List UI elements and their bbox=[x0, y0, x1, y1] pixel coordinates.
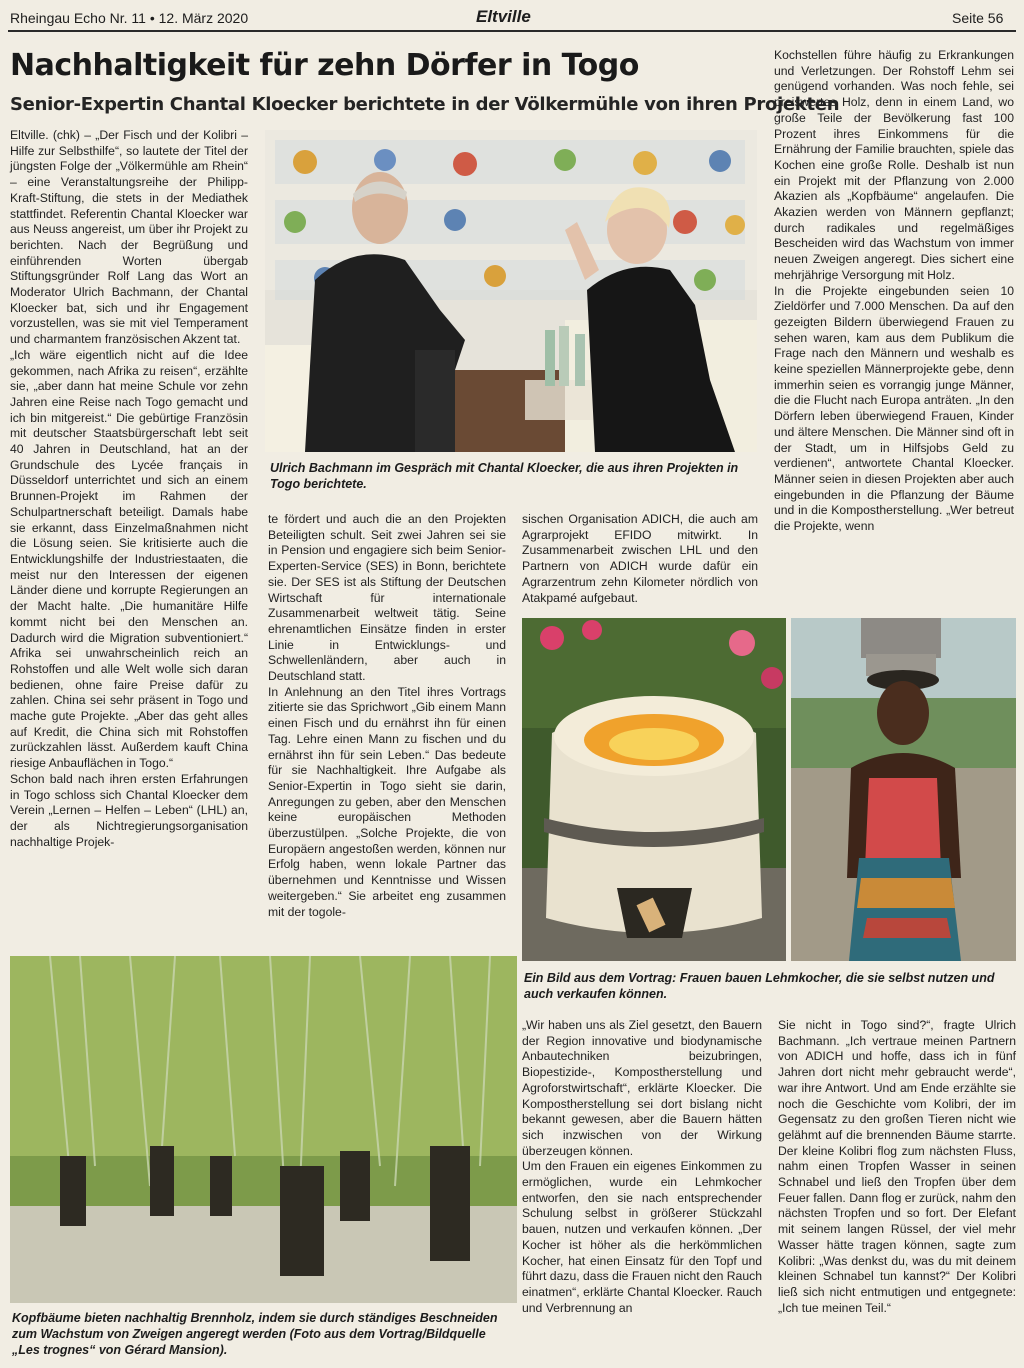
article-column-1 bbox=[10, 128, 248, 850]
publication-info: Rheingau Echo Nr. 11 • 12. März 2020 bbox=[10, 10, 249, 26]
header-rule bbox=[8, 30, 1016, 32]
clay-stove-photo bbox=[522, 618, 786, 961]
paragraph: „Wir haben uns als Ziel gesetzt, den Bauern der Region innovative und biodynamische Anbautechniken beizubringen, Biopestizide-, Kompostherstellung und Agroforstwirtschaft“, erklärte Kloecker. Die Kompostherstellung sei dort bislang nicht bekannt gewesen, aber die Bauern hätten sich inzwischen von der Wirkung überzeugen können. bbox=[522, 1018, 762, 1158]
page-number: Seite 56 bbox=[952, 10, 1004, 26]
paragraph: In Anlehnung an den Titel ihres Vortrags zitierte sie das Sprichwort „Gib einem Mann einen Fisch und du ernährst ihn für einen Tag. Lehre einen Mann zu fischen und du ernährst ihn für sein Leben.“ Das bedeute für sie Nachhaltigkeit. Ihre Aufgabe als Senior-Expertin in Togo sieht sie darin, Anregungen zu geben, aber den Menschen keine europäischen Methoden überzustülpen. „Solche Projekte, die von Europäern angestoßen werden, können nur Erfolg haben, wenn lokale Partner das übernehmen und Kenntnisse und Wissen weitergeben.“ Sie arbeitet eng zusammen mit der togole- bbox=[268, 684, 506, 919]
article-column-5 bbox=[522, 1018, 762, 1316]
paragraph: Schon bald nach ihren ersten Erfahrungen in Togo schloss sich Chantal Kloecker dem Verein „Lernen – Helfen – Leben“ (LHL) an, der als Nichtregierungsorganisation nachhaltige Projek- bbox=[10, 771, 248, 849]
paragraph: sischen Organisation ADICH, die auch am Agrarprojekt EFIDO mitwirkt. In Zusammenarbeit zwischen LHL und den Partnern von ADICH wurde dafür ein Agrarzentrum zehn Kilometer nördlich von Atakpamé aufgebaut. bbox=[522, 512, 758, 605]
paragraph: In die Projekte eingebunden seien 10 Zieldörfer und 7.000 Menschen. Da auf den gezeigten Bildern überwiegend Frauen zu sehen waren, kam aus dem Publikum die Frage nach den Männern und weshalb es keine speziellen Männerprojekte gebe, denn immerhin seien es vorrangig junge Männer, die die Flucht nach Europa anträten. „In den Dörfern leben überwiegend Frauen, Kinder und ältere Menschen. Die Männer sind oft in der Stadt, um in Hilfsjobs Geld zu verdienen“, antwortete Chantal Kloecker. Männer seien in diesen Projekten aber auch eingebunden in die Pflanzung der Bäume und in die Kompostherstellung. „Wer betreut die Projekte, wenn bbox=[774, 283, 1014, 534]
interview-photo bbox=[265, 130, 757, 452]
article-column-3 bbox=[522, 512, 758, 606]
pollard-trees-photo bbox=[10, 956, 517, 1303]
article-title: Nachhaltigkeit für zehn Dörfer in Togo bbox=[10, 48, 639, 83]
paragraph: „Ich wäre eigentlich nicht auf die Idee gekommen, nach Afrika zu reisen“, erzählte sie, „aber dann hat meine Schule vor zehn Jahren eine Reise nach Togo gemacht und ich bin mitgereist.“ Die gebürtige Französin mit deutscher Staatsbürgerschaft lebt seit 40 Jahren in Deutschland, hat an der Grundschule des Lycée français in Düsseldorf unterrichtet und sich an einem Brunnen-Projekt im Rahmen der Schulpartnerschaft beteiligt. Damals habe sie erkannt, dass Einzelmaßnahmen nicht die Lösung seien. Sie kritisierte auch die Entwicklungshilfe der Industriestaaten, die meist nur den Interessen der eigenen Länder diene und korrupte Regierungen an der Macht halte. „Die humanitäre Hilfe kommt nicht bei den Menschen an. Dadurch wird die Migration subventioniert.“ Afrika sei unwahrscheinlich reich an Rohstoffen und alle Welt wolle sich daran bedienen, ohne faire Preise dafür zu zahlen. China sei sehr präsent in Togo und mache gute Projekte. „Aber das geht alles auf Kredit, die China sich mit Rohstoffen zurückzahlen lässt. Außerdem kauft China riesige Anbauflächen in Togo.“ bbox=[10, 347, 248, 771]
paragraph: Eltville. (chk) – „Der Fisch und der Kolibri – Hilfe zur Selbsthilfe“, so lautete der Titel der jüngsten Folge der „Völkermühle am Rhein“ – eine Veranstaltungsreihe der Philipp-Kraft-Stiftung, die stets in der Mediathek stattfindet. Referentin Chantal Kloecker war aus Neuss angereist, um über ihr Projekt zu berichten. Nach der Begrüßung und einführenden Worten übergab Stiftungsgründer Rolf Lang das Wort an Moderator Ulrich Bachmann, der Chantal Kloecker bat, sich und ihr Engagement vorzustellen, was sie mit viel Temperament und charmantem französischen Akzent tat. bbox=[10, 128, 248, 347]
section-name: Eltville bbox=[476, 7, 531, 26]
woman-carrying-photo bbox=[791, 618, 1016, 961]
paragraph: te fördert und auch die an den Projekten Beteiligten schult. Seit zwei Jahren sei sie in Pension und engagiere sich beim Senior-Experten-Service (SES) in Bonn, berichtete sie. Der SES ist als Stiftung der Deutschen Wirtschaft für internationale Zusammenarbeit weltweit tätig. Seine ehrenamtlichen Einsätze finden in erster Linie in Entwicklungs- und Schwellenländern, aber auch in Deutschland statt. bbox=[268, 512, 506, 684]
article-subtitle: Senior-Expertin Chantal Kloecker berichtete in der Völkermühle von ihren Projekten bbox=[10, 94, 840, 115]
article-column-4 bbox=[774, 48, 1014, 535]
interview-caption: Ulrich Bachmann im Gespräch mit Chantal Kloecker, die aus ihren Projekten in Togo berichtete. bbox=[270, 461, 739, 491]
paragraph: Kochstellen führe häufig zu Erkrankungen und Verletzungen. Der Rohstoff Lehm sei genügend vorhanden. Was noch fehle, sei preiswertes Holz, denn in einem Land, wo große Teile der Bevölkerung fast 100 Prozent ihres Einkommens für die Ernährung der Familie brauchten, spiele das Kochen eine große Rolle. Deshalb ist nun ein Projekt mit der Pflanzung von 2.000 Akazien als „Kopfbäume“ angelaufen. Die Akazien werden von Männern gepflanzt; durch radikales und regelmäßiges Bescheiden wird das Wachstum von immer neuen Zweigen angeregt. Dies sichert eine mehrjährige Versorgung mit Holz. bbox=[774, 48, 1014, 282]
article-column-2 bbox=[268, 512, 506, 920]
stove-caption: Ein Bild aus dem Vortrag: Frauen bauen Lehmkocher, die sie selbst nutzen und auch verkaufen können. bbox=[524, 971, 995, 1001]
trees-caption: Kopfbäume bieten nachhaltig Brennholz, indem sie durch ständiges Beschneiden zum Wachstum von Zweigen angeregt werden (Foto aus dem Vortrag/Bildquelle „Les trognes“ von Gérard Mansion). bbox=[12, 1311, 498, 1357]
paragraph: Sie nicht in Togo sind?“, fragte Ulrich Bachmann. „Ich vertraue meinen Partnern von ADICH und hoffe, dass ich in fünf Jahren dort nicht mehr gebraucht werde“, war ihre Antwort. Und am Ende erzählte sie noch die Geschichte vom Kolibri, der im Gegensatz zu den großen Tieren nicht wie gelähmt auf die brennenden Bäume starrte. Der kleine Kolibri flog zum nächsten Fluss, nahm einen Tropfen Wasser in seinen Schnabel und ließ den Tropfen über dem Feuer fallen. Dann flog er zurück, nahm den nächsten Tropfen und so fort. Der Elefant mit seinem langen Rüssel, der viel mehr Wasser hätte tragen können, sagte zum Kolibri: „Was denkst du, was du mit deinem kleinen Schnabel tun kannst?“ Der Kolibri ließ sich nicht entmutigen und entgegnete: „Ich tue meinen Teil.“ bbox=[778, 1018, 1016, 1315]
article-column-6 bbox=[778, 1018, 1016, 1316]
paragraph: Um den Frauen ein eigenes Einkommen zu ermöglichen, wurde ein Lehmkocher entworfen, den sie nach entsprechender Schulung selbst in größerer Stückzahl bauen, nutzen und verkaufen können. „Der Kocher ist höher als die herkömmlichen Kocher, hat einen Einsatz für den Topf und führt dazu, dass die Frauen nicht den Rauch einatmen“, erklärte Chantal Kloecker. Rauch und Verbrennung an bbox=[522, 1159, 762, 1315]
